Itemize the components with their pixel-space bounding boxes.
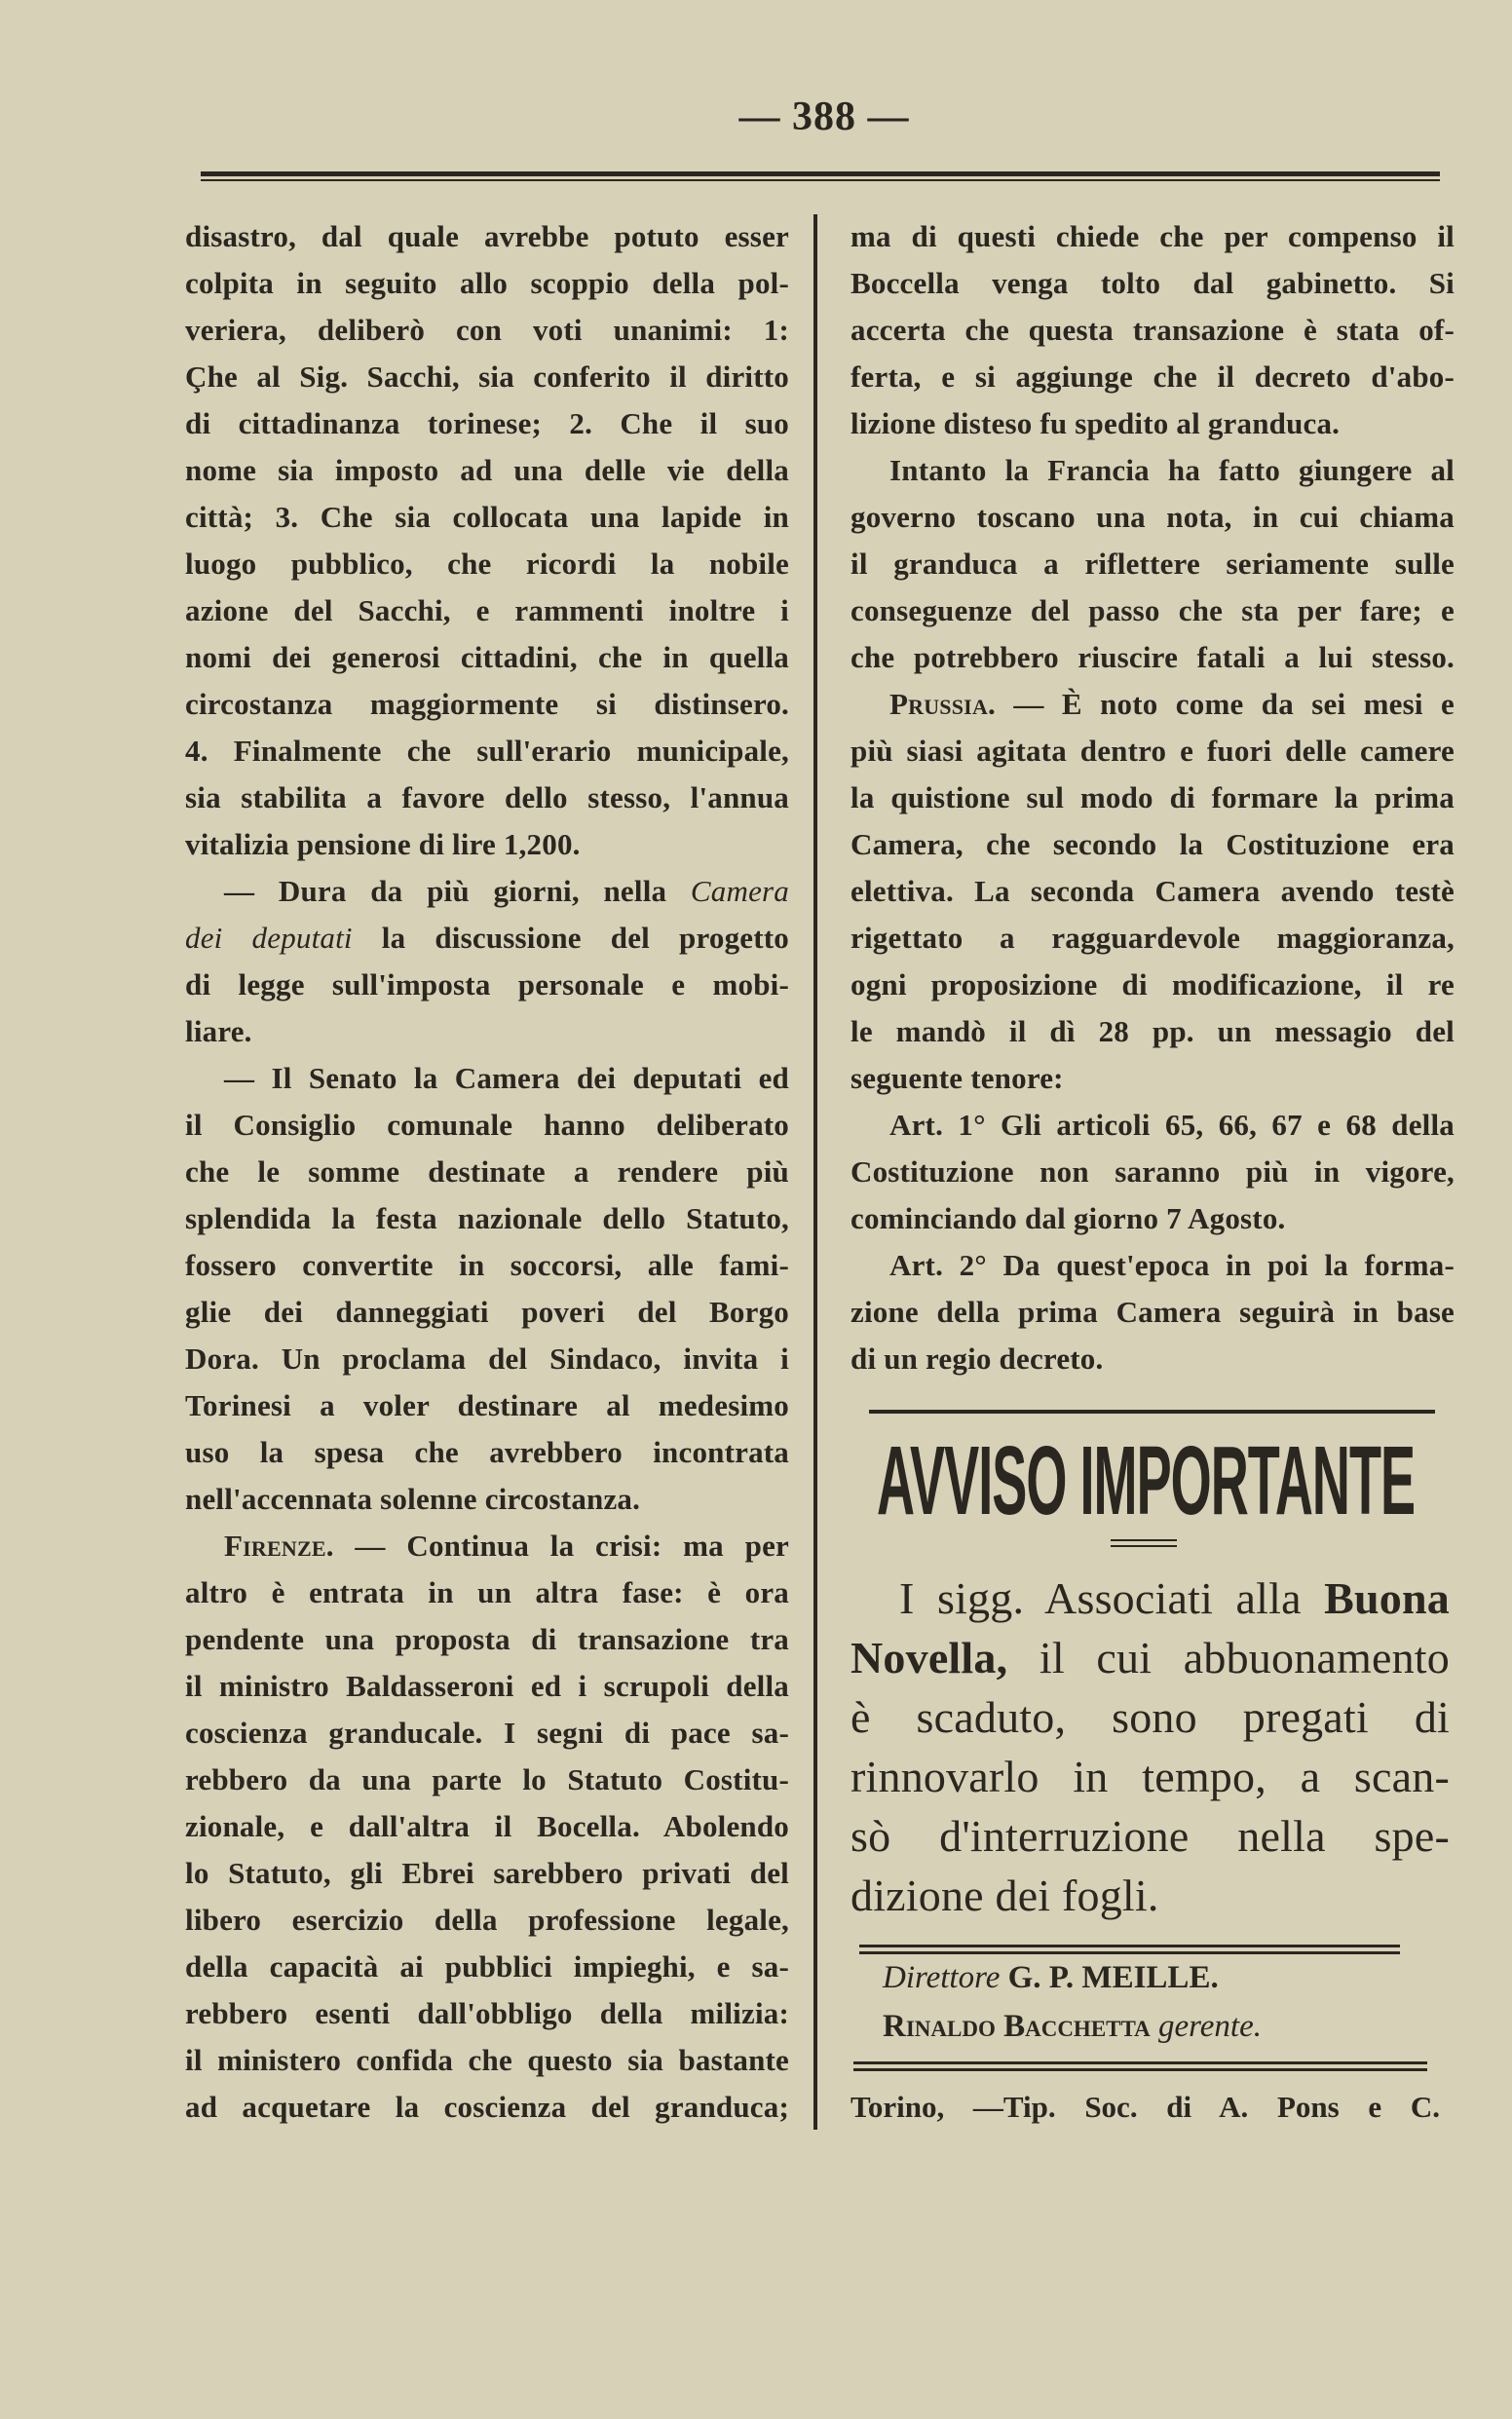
header-rule-thin (201, 179, 1440, 181)
text-line (850, 728, 1455, 775)
text-line (185, 1897, 789, 1944)
footer-rule-top-1 (859, 1945, 1400, 1947)
text-line (850, 868, 1455, 915)
line-text: luogo pubblico, che ricordi la nobile (185, 547, 789, 581)
text-line (850, 260, 1455, 307)
line-text: — Dura da più giorni, nella (224, 874, 691, 908)
line-text: pendente una proposta di transazione tra (185, 1622, 789, 1656)
text-line (185, 2084, 789, 2131)
line-text: glie dei danneggiati poveri del Borgo (185, 1295, 789, 1329)
text-line (185, 962, 789, 1008)
text-line (185, 1616, 789, 1663)
text-line (185, 1850, 789, 1897)
line-text: Camera, che secondo la Costituzione era (850, 827, 1455, 861)
text-line (185, 1008, 789, 1055)
text-line (850, 1195, 1455, 1242)
line-text: dizione dei fogli. (850, 1871, 1159, 1920)
text-line (185, 1663, 789, 1710)
text-line (185, 1102, 789, 1149)
line-text: libero esercizio della professione legale, (185, 1903, 789, 1937)
line-text: città; 3. Che sia collocata una lapide in (185, 500, 789, 534)
line-text: cominciando dal giorno 7 Agosto. (850, 1201, 1286, 1235)
line-text: conseguenze del passo che sta per fare; e (850, 593, 1455, 627)
line-text: seguente tenore: (850, 1061, 1064, 1095)
line-text: — Il Senato la Camera dei deputati ed (224, 1061, 789, 1095)
text-line (185, 1195, 789, 1242)
text-line (185, 821, 789, 868)
emphasis-text: dei deputati (185, 921, 353, 955)
line-text: disastro, dal quale avrebbe potuto esser (185, 219, 789, 253)
line-text: ferta, e si aggiunge che il decreto d'abo- (850, 359, 1455, 394)
line-text: Dora. Un proclama del Sindaco, invita i (185, 1342, 789, 1376)
line-text: colpita in seguito allo scoppio della pol- (185, 266, 789, 300)
text-line (850, 1008, 1455, 1055)
line-text: veriera, deliberò con voti unanimi: 1: (185, 313, 789, 347)
footer-rule-bottom-2 (853, 2068, 1427, 2071)
line-text: rebbero da una parte lo Statuto Costitu- (185, 1762, 789, 1796)
line-text: azione del Sacchi, e rammenti inoltre i (185, 593, 789, 627)
line-text: nome sia imposto ad una delle vie della (185, 453, 789, 487)
line-text: le mandò il dì 28 pp. un messagio del (850, 1014, 1455, 1048)
left-column (185, 213, 789, 2131)
text-line (185, 354, 789, 400)
text-line (850, 1628, 1450, 1687)
line-text: liare. (185, 1014, 252, 1048)
text-line (185, 1149, 789, 1195)
text-line (185, 587, 789, 634)
text-line (185, 1429, 789, 1476)
line-text: governo toscano una nota, in cui chiama (850, 500, 1455, 534)
line-text: Costituzione non saranno più in vigore, (850, 1154, 1455, 1189)
text-line (185, 307, 789, 354)
text-line (850, 821, 1455, 868)
text-line (850, 1102, 1455, 1149)
line-text: zionale, e dall'altra il Bocella. Abolendo (185, 1809, 789, 1843)
text-line (850, 1336, 1455, 1382)
section-rule (869, 1410, 1435, 1414)
director-line (883, 1960, 1219, 1996)
emphasis-text: Camera (690, 874, 789, 908)
text-line (850, 307, 1455, 354)
line-text: della capacità ai pubblici impieghi, e sa- (185, 1949, 789, 1984)
page-number: — 388 — (738, 94, 910, 139)
text-line (185, 1990, 789, 2037)
line-text: il granduca a riflettere seriamente sulle (850, 547, 1455, 581)
line-text: rigettato a ragguardevole maggioranza, (850, 921, 1455, 955)
line-text: la discussione del progetto (352, 921, 789, 955)
text-line (850, 962, 1455, 1008)
line-text: rebbero esenti dall'obbligo della milizia: (185, 1996, 789, 2030)
text-line (850, 1055, 1455, 1102)
manager-label: gerente. (1158, 2009, 1262, 2044)
line-text: circostanza maggiormente si distinsero. (185, 687, 789, 721)
text-line (185, 1242, 789, 1289)
text-line (850, 1687, 1450, 1747)
line-text: I sigg. Associati alla (899, 1573, 1325, 1623)
line-text: il cui abbuonamento (1007, 1633, 1450, 1682)
line-text: — È noto come da sei mesi e (995, 687, 1455, 721)
line-text: coscienza granducale. I segni di pace sa- (185, 1716, 789, 1750)
text-line (850, 681, 1455, 728)
text-line (185, 728, 789, 775)
line-text: la quistione sul modo di formare la prima (850, 780, 1455, 814)
text-line (185, 1289, 789, 1336)
text-line (850, 634, 1455, 681)
line-text: Art. 2° Da quest'epoca in poi la forma- (889, 1248, 1455, 1282)
text-line (185, 1569, 789, 1616)
line-text: il ministro Baldasseroni ed i scrupoli della (185, 1669, 789, 1703)
line-text: il ministero confida che questo sia bastante (185, 2043, 789, 2077)
line-text: Boccella venga tolto dal gabinetto. Si (850, 266, 1455, 300)
text-line (185, 1336, 789, 1382)
line-text: altro è entrata in un altra fase: è ora (185, 1575, 789, 1609)
text-line (185, 681, 789, 728)
text-line (850, 494, 1455, 541)
text-line (850, 587, 1455, 634)
line-text: ogni proposizione di modificazione, il re (850, 967, 1455, 1002)
line-text: nell'accennata solenne circostanza. (185, 1482, 641, 1516)
text-line (850, 1289, 1455, 1336)
text-line (185, 447, 789, 494)
text-line (185, 915, 789, 962)
text-line (850, 1569, 1450, 1628)
text-line (850, 213, 1455, 260)
column-divider (813, 214, 817, 2130)
line-text: fossero convertite in soccorsi, alle fami- (185, 1248, 789, 1282)
text-line (185, 400, 789, 447)
text-line (185, 1382, 789, 1429)
notice-title-rule-bottom (1111, 1545, 1177, 1547)
line-text: splendida la festa nazionale dello Statuto, (185, 1201, 789, 1235)
line-text: Intanto la Francia ha fatto giungere al (889, 453, 1455, 487)
line-text: più siasi agitata dentro e fuori delle camere (850, 734, 1455, 768)
line-text: ma di questi chiede che per compenso il (850, 219, 1455, 253)
header-rule-thick (201, 171, 1440, 176)
line-text: nomi dei generosi cittadini, che in quella (185, 640, 789, 674)
line-text: che potrebbero riuscire fatali a lui stesso. (850, 640, 1455, 674)
line-text: Art. 1° Gli articoli 65, 66, 67 e 68 della (889, 1108, 1455, 1142)
text-line (185, 494, 789, 541)
director-name: G. P. MEILLE. (1007, 1960, 1219, 1995)
line-text: di legge sull'imposta personale e mobi- (185, 967, 789, 1002)
notice-title: AVVISO IMPORTANTE (877, 1425, 1416, 1535)
line-text: accerta che questa transazione è stata of- (850, 313, 1455, 347)
emphasis-text: Novella, (850, 1633, 1008, 1682)
line-text: Çhe al Sig. Sacchi, sia conferito il diritto (185, 359, 789, 394)
footer-rule-top-2 (859, 1951, 1400, 1954)
text-line (850, 775, 1455, 821)
manager-name: Rinaldo Bacchetta (883, 2009, 1151, 2044)
line-text: è scaduto, sono pregati di (850, 1692, 1450, 1742)
text-line (850, 1806, 1450, 1866)
emphasis-text: Buona (1324, 1573, 1450, 1623)
printer-imprint: Torino, —Tip. Soc. di A. Pons e C. (850, 2090, 1440, 2124)
text-line (185, 1523, 789, 1569)
text-line (850, 1866, 1450, 1925)
text-line (185, 868, 789, 915)
line-text: Torinesi a voler destinare al medesimo (185, 1388, 789, 1422)
section-heading: Prussia. (889, 687, 996, 721)
line-text: lo Statuto, gli Ebrei sarebbero privati del (185, 1856, 789, 1890)
text-line (185, 2037, 789, 2084)
text-line (850, 1149, 1455, 1195)
footer-rule-bottom-1 (853, 2061, 1427, 2064)
line-text: che le somme destinate a rendere più (185, 1154, 789, 1189)
right-column (850, 213, 1455, 1382)
line-text: uso la spesa che avrebbero incontrata (185, 1435, 789, 1469)
notice-body (850, 1569, 1450, 1925)
line-text: ad acquetare la coscienza del granduca; (185, 2090, 789, 2124)
line-text: rinnovarlo in tempo, a scan- (850, 1752, 1450, 1801)
line-text: zione della prima Camera seguirà in base (850, 1295, 1455, 1329)
text-line (185, 1476, 789, 1523)
line-text: 4. Finalmente che sull'erario municipale, (185, 734, 789, 768)
text-line (185, 541, 789, 587)
text-line (185, 1055, 789, 1102)
text-line (185, 775, 789, 821)
text-line (850, 400, 1455, 447)
line-text: sò d'interruzione nella spe- (850, 1811, 1450, 1861)
text-line (850, 354, 1455, 400)
line-text: — Continua la crisi: ma per (333, 1529, 789, 1563)
text-line (850, 541, 1455, 587)
text-line (850, 1242, 1455, 1289)
text-line (850, 447, 1455, 494)
text-line (185, 1803, 789, 1850)
line-text: lizione disteso fu spedito al granduca. (850, 406, 1341, 440)
line-text: il Consiglio comunale hanno deliberato (185, 1108, 789, 1142)
notice-title-rule-top (1111, 1539, 1177, 1541)
line-text: elettiva. La seconda Camera avendo testè (850, 874, 1455, 908)
line-text: di un regio decreto. (850, 1342, 1104, 1376)
line-text: sia stabilita a favore dello stesso, l'annua (185, 780, 789, 814)
line-text: di cittadinanza torinese; 2. Che il suo (185, 406, 789, 440)
text-line (850, 1747, 1450, 1806)
text-line (185, 1757, 789, 1803)
section-heading: Firenze. (224, 1529, 334, 1563)
text-line (185, 213, 789, 260)
text-line (185, 634, 789, 681)
manager-line (883, 2009, 1262, 2045)
text-line (185, 260, 789, 307)
line-text: vitalizia pensione di lire 1,200. (185, 827, 581, 861)
text-line (850, 915, 1455, 962)
text-line (185, 1710, 789, 1757)
director-label: Direttore (883, 1960, 1001, 1995)
text-line (185, 1944, 789, 1990)
